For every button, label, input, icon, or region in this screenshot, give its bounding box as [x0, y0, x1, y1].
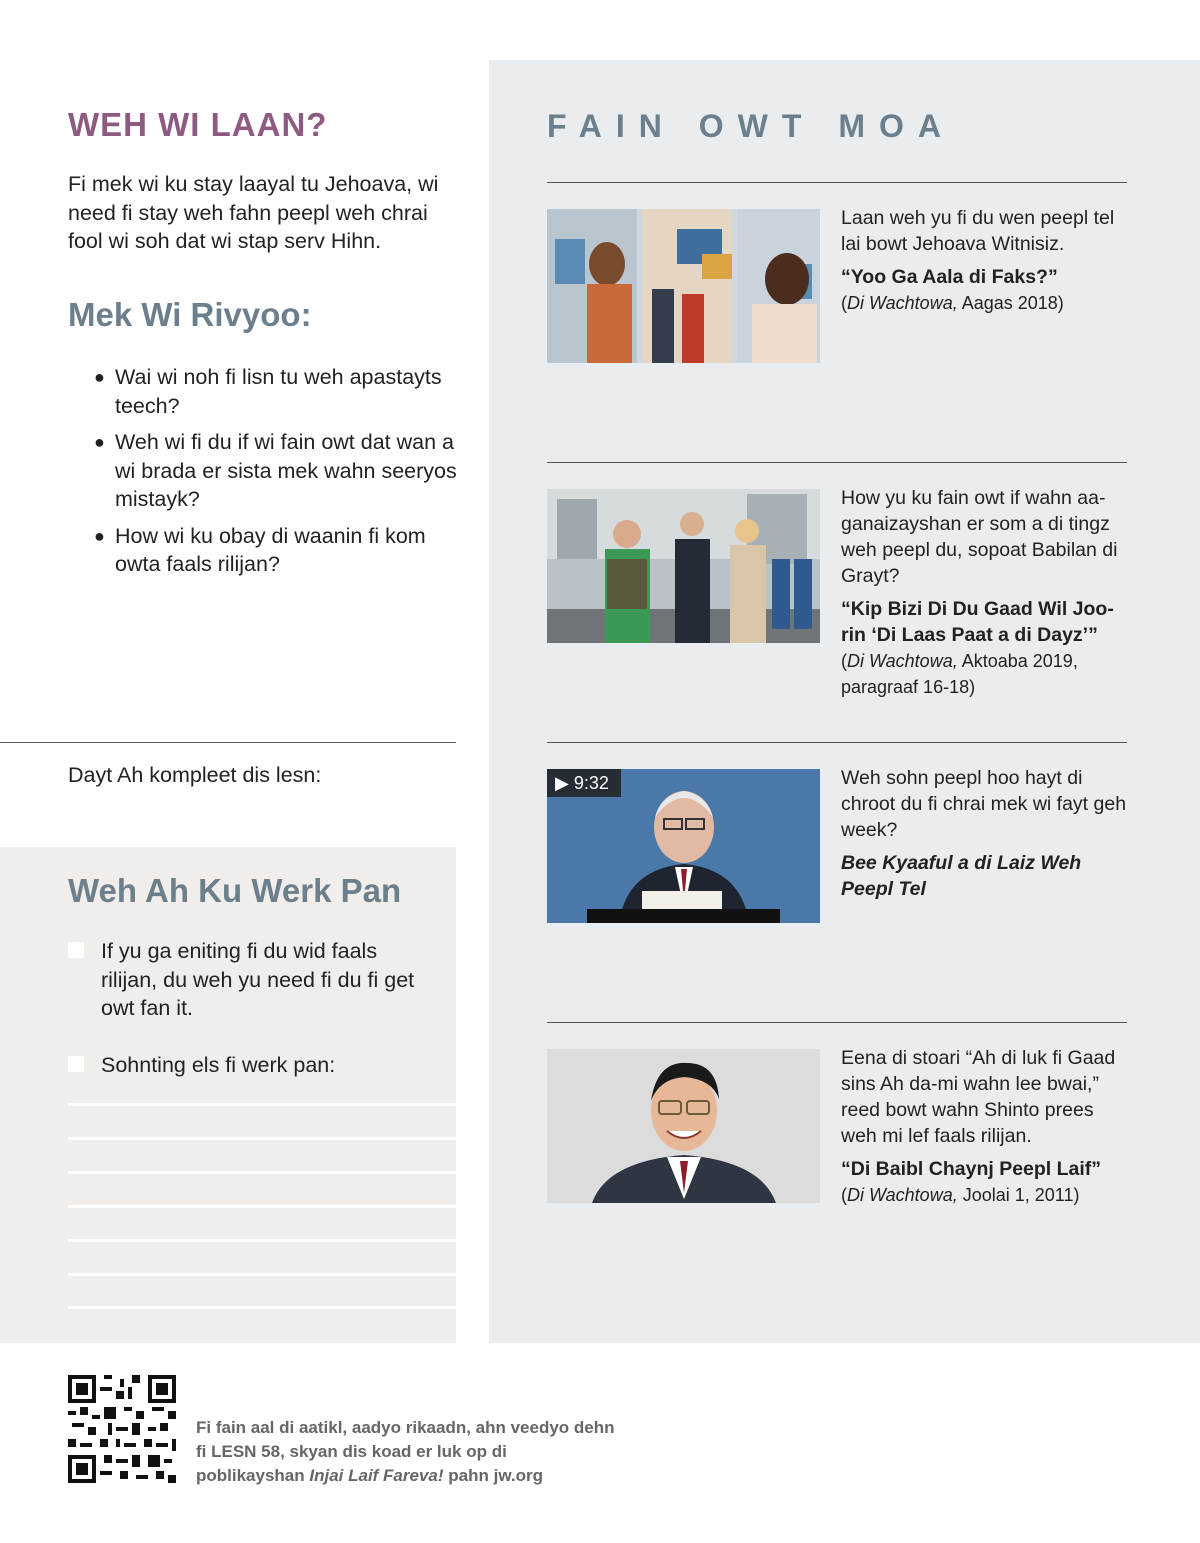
- review-item: ● Weh wi fi du if wi fain owt dat wan a wi brada er sista mek wahn seeryos mistayk?: [94, 430, 457, 511]
- review-item: ● Wai wi noh fi lisn tu weh apastayts teech?: [94, 365, 442, 418]
- divider: [547, 742, 1127, 743]
- entry-title-link[interactable]: “Yoo Ga Aala di Faks?”: [841, 266, 1058, 288]
- entry-source: (Di Wachtowa, Aktoaba 2019, paragraaf 16-18): [841, 651, 1078, 697]
- bullet-icon: ●: [94, 432, 105, 452]
- write-line[interactable]: [68, 1273, 456, 1276]
- section-heading-what-we-learn: WEH WI LAAN?: [68, 106, 328, 143]
- work-on-box: [0, 847, 456, 1343]
- checkbox[interactable]: [68, 942, 84, 958]
- bullet-icon: ●: [94, 367, 105, 387]
- write-line[interactable]: [68, 1306, 456, 1309]
- entry-description: How yu ku fain owt if wahn aaganaizayshan er som a di tingz weh peepl du, sopoat Babilan di Grayt?: [841, 487, 1118, 587]
- write-line[interactable]: [68, 1239, 456, 1242]
- qr-code-icon[interactable]: [68, 1375, 176, 1483]
- review-heading: Mek Wi Rivyoo:: [68, 296, 312, 333]
- entry-source: (Di Wachtowa, Joolai 1, 2011): [841, 1185, 1080, 1205]
- footer-note: Fi fain aal di aatikl, aadyo rikaadn, ahn veedyo dehn fi LESN 58, skyan dis koad er luk op di poblikayshan Injai Laif Fareva! pahn jw.org: [196, 1418, 615, 1485]
- work-checkbox-item[interactable]: If yu ga eniting fi du wid faals rilijan, du weh yu need fi du fi get owt fan it.: [68, 937, 438, 1023]
- section-heading-find-out-more: FAIN OWT MOA: [547, 108, 955, 144]
- entry-title-link[interactable]: “Di Baibl Chaynj Peepl Laif”: [841, 1158, 1102, 1180]
- date-completed-label[interactable]: Dayt Ah kompleet dis lesn:: [68, 763, 322, 787]
- article-thumbnail-crowd[interactable]: [547, 209, 820, 363]
- entry-title-link[interactable]: “Kip Bizi Di Du Gaad Wil Joorin ‘Di Laas Paat a di Dayz’”: [841, 598, 1114, 646]
- write-line[interactable]: [68, 1205, 456, 1208]
- write-line[interactable]: [68, 1171, 456, 1174]
- video-duration-badge: ▶ 9:32: [547, 769, 621, 797]
- write-line[interactable]: [68, 1137, 456, 1140]
- entry-description: Eena di stoari “Ah di luk fi Gaad sins Ah da-mi wahn lee bwai,” reed bowt wahn Shinto prees weh mi lef faals rilijan.: [841, 1047, 1116, 1147]
- work-checkbox-item[interactable]: Sohnting els fi werk pan:: [68, 1051, 438, 1080]
- divider: [547, 182, 1127, 183]
- entry-description: Laan weh yu fi du wen peepl tel lai bowt Jehoava Witnisiz.: [841, 207, 1115, 255]
- divider: [0, 742, 456, 743]
- entry-source: (Di Wachtowa, Aagas 2018): [841, 293, 1064, 313]
- article-thumbnail-street-witnessing[interactable]: [547, 489, 820, 643]
- entry-description: Weh sohn peepl hoo hayt di chroot du fi chrai mek wi fayt geh week?: [841, 767, 1127, 841]
- write-line[interactable]: [68, 1103, 456, 1106]
- divider: [547, 1022, 1127, 1023]
- bullet-icon: ●: [94, 525, 105, 546]
- review-list: [94, 363, 459, 587]
- work-heading: Weh Ah Ku Werk Pan: [68, 872, 402, 909]
- divider: [547, 462, 1127, 463]
- intro-paragraph: Fi mek wi ku stay laayal tu Jehoava, wi need fi stay weh fahn peepl weh chrai fool wi soh dat wi stap serv Hihn.: [68, 172, 439, 253]
- review-item: ● How wi ku obay di waanin fi kom owta faals rilijan?: [94, 523, 426, 576]
- entry-title-link[interactable]: Bee Kyaaful a di Laiz Weh Peepl Tel: [841, 852, 1082, 900]
- checkbox[interactable]: [68, 1056, 84, 1072]
- article-thumbnail-portrait[interactable]: [547, 1049, 820, 1203]
